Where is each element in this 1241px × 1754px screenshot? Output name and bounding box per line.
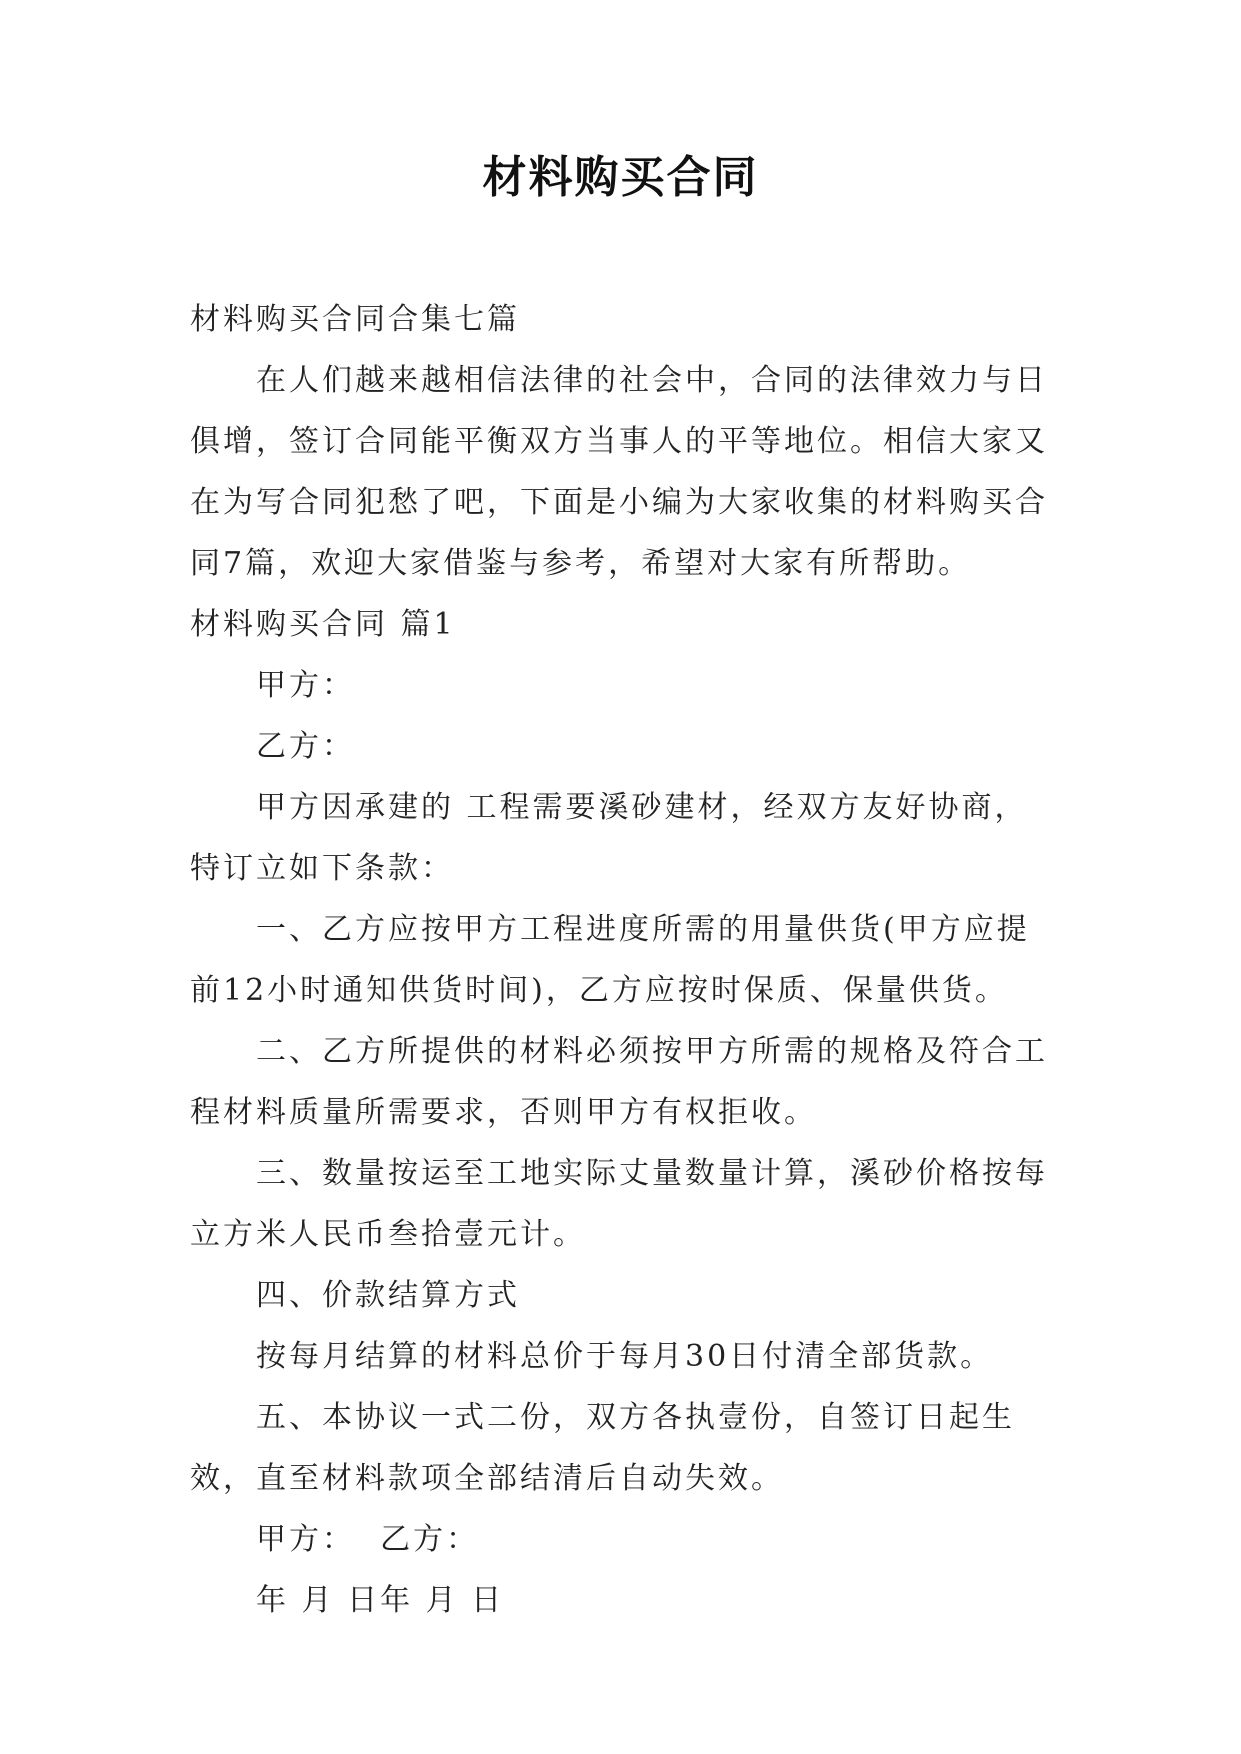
section-heading: 材料购买合同 篇1 — [190, 607, 456, 642]
clause-4-text: 按每月结算的材料总价于每月30日付清全部货款。 — [256, 1339, 994, 1374]
clause-4-title: 四、价款结算方式 — [256, 1278, 520, 1313]
signature-parties: 甲方： 乙方： — [256, 1522, 480, 1557]
party-a-line: 甲方： — [256, 668, 355, 703]
clause-2: 二、乙方所提供的材料必须按甲方所需的规格及符合工程材料质量所需要求，否则甲方有权拒收。 — [190, 1034, 1048, 1130]
clause-3: 三、数量按运至工地实际丈量数量计算，溪砂价格按每立方米人民币叁拾壹元计。 — [190, 1156, 1048, 1252]
intro-paragraph: 在人们越来越相信法律的社会中，合同的法律效力与日俱增，签订合同能平衡双方当事人的平等地位。相信大家又在为写合同犯愁了吧，下面是小编为大家收集的材料购买合同7篇，欢迎大家借鉴与参考，希望对大家有所帮助。 — [190, 363, 1048, 581]
document-title: 材料购买合同 — [482, 152, 759, 203]
clause-1: 一、乙方应按甲方工程进度所需的用量供货(甲方应提前12小时通知供货时间)，乙方应按时保质、保量供货。 — [190, 912, 1030, 1008]
collection-subtitle: 材料购买合同合集七篇 — [190, 302, 520, 337]
preamble-paragraph: 甲方因承建的 工程需要溪砂建材，经双方友好协商，特订立如下条款： — [190, 790, 1028, 886]
party-b-line: 乙方： — [256, 729, 355, 764]
signature-dates: 年 月 日年 月 日 — [256, 1583, 505, 1618]
clause-5: 五、本协议一式二份，双方各执壹份，自签订日起生效，直至材料款项全部结清后自动失效。 — [190, 1400, 1015, 1496]
document-body — [190, 289, 1060, 1631]
